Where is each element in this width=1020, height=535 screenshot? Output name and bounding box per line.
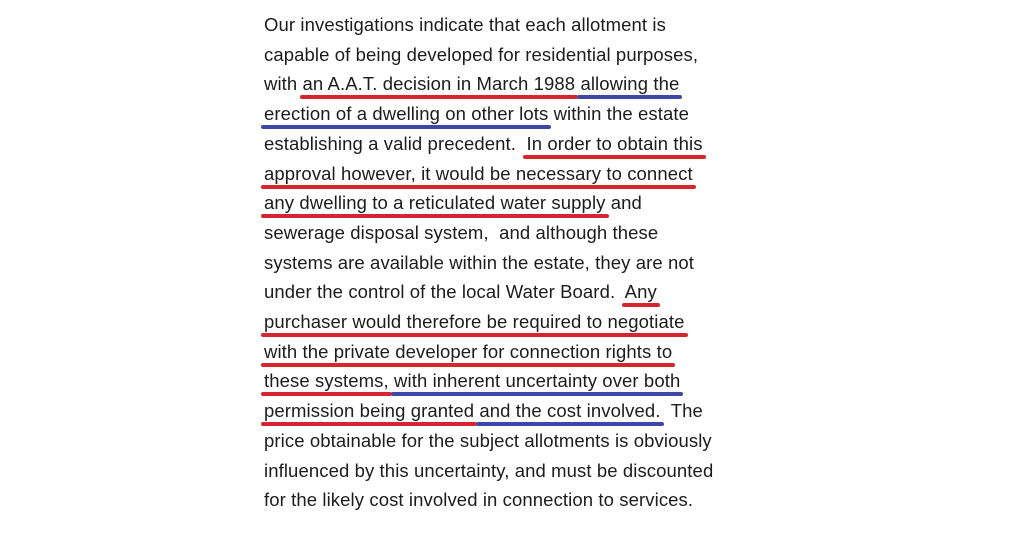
text-segment: under the control of the local Water Board.: [264, 281, 625, 303]
underline-mark-red: [261, 333, 688, 337]
underlined-phrase-red: these systems,: [264, 370, 389, 392]
underlined-phrase-red: purchaser would therefore be required to negotiate: [264, 311, 685, 332]
underline-mark-red: [261, 392, 392, 396]
text-line: [264, 44, 698, 66]
underlined-phrase-red: In order to obtain this: [526, 132, 703, 154]
text-line: [264, 222, 658, 244]
text-line: [264, 192, 642, 214]
underline-mark-red: [523, 155, 705, 159]
text-line: [264, 163, 693, 185]
underlined-phrase-blue: erection of a dwelling on other lots: [264, 103, 549, 125]
text-segment: price obtainable for the subject allotments is obviously: [264, 429, 712, 451]
underline-mark-blue: [476, 422, 663, 426]
text-line: [264, 14, 666, 36]
underlined-phrase-blue: and the cost involved.: [479, 400, 661, 422]
text-segment: establishing a valid precedent.: [264, 132, 527, 154]
text-line: [264, 311, 685, 333]
text-segment: with: [264, 73, 303, 95]
underline-mark-blue: [391, 392, 683, 396]
text-line: [264, 281, 657, 303]
underlined-phrase-red: any dwelling to a reticulated water supply: [264, 192, 606, 214]
text-segment: sewerage disposal system, and although these: [264, 221, 659, 243]
underline-mark-red: [261, 214, 609, 218]
underline-mark-red: [622, 303, 660, 307]
text-line: [264, 73, 679, 95]
underline-mark-red: [261, 363, 675, 367]
text-segment: systems are available within the estate, they are not: [264, 251, 694, 273]
underline-mark-blue: [577, 95, 682, 99]
text-line: [264, 430, 712, 452]
text-segment: for the likely cost involved in connection to services.: [264, 489, 694, 511]
underline-mark-red: [261, 185, 696, 189]
text-line: [264, 103, 689, 125]
text-segment: influenced by this uncertainty, and must be discounted: [264, 459, 714, 481]
text-segment: The: [660, 400, 703, 422]
text-line: [264, 341, 672, 363]
underlined-phrase-blue: with inherent uncertainty over both: [394, 370, 681, 392]
underlined-phrase-red: an A.A.T. decision in March 1988: [302, 73, 576, 95]
text-line: [264, 489, 693, 511]
underline-mark-red: [300, 95, 579, 99]
text-line: [264, 370, 680, 392]
underline-mark-red: [261, 422, 477, 426]
text-segment: Our investigations indicate that each allotment is: [264, 14, 666, 35]
underlined-phrase-red: with the private developer for connection rights to: [264, 340, 673, 362]
underline-mark-blue: [261, 125, 551, 129]
underlined-phrase-blue: allowing the: [580, 73, 680, 95]
underlined-phrase-red: permission being granted: [264, 400, 475, 422]
text-segment: within the estate: [548, 103, 689, 125]
underlined-phrase-red: approval however, it would be necessary to connect: [264, 162, 693, 184]
underlined-phrase-red: Any: [624, 281, 657, 303]
text-line: [264, 252, 694, 274]
text-segment: and: [605, 192, 642, 214]
text-segment: capable of being developed for residential purposes,: [264, 43, 699, 65]
text-line: [264, 460, 713, 482]
text-line: [264, 400, 703, 422]
text-line: [264, 133, 703, 155]
